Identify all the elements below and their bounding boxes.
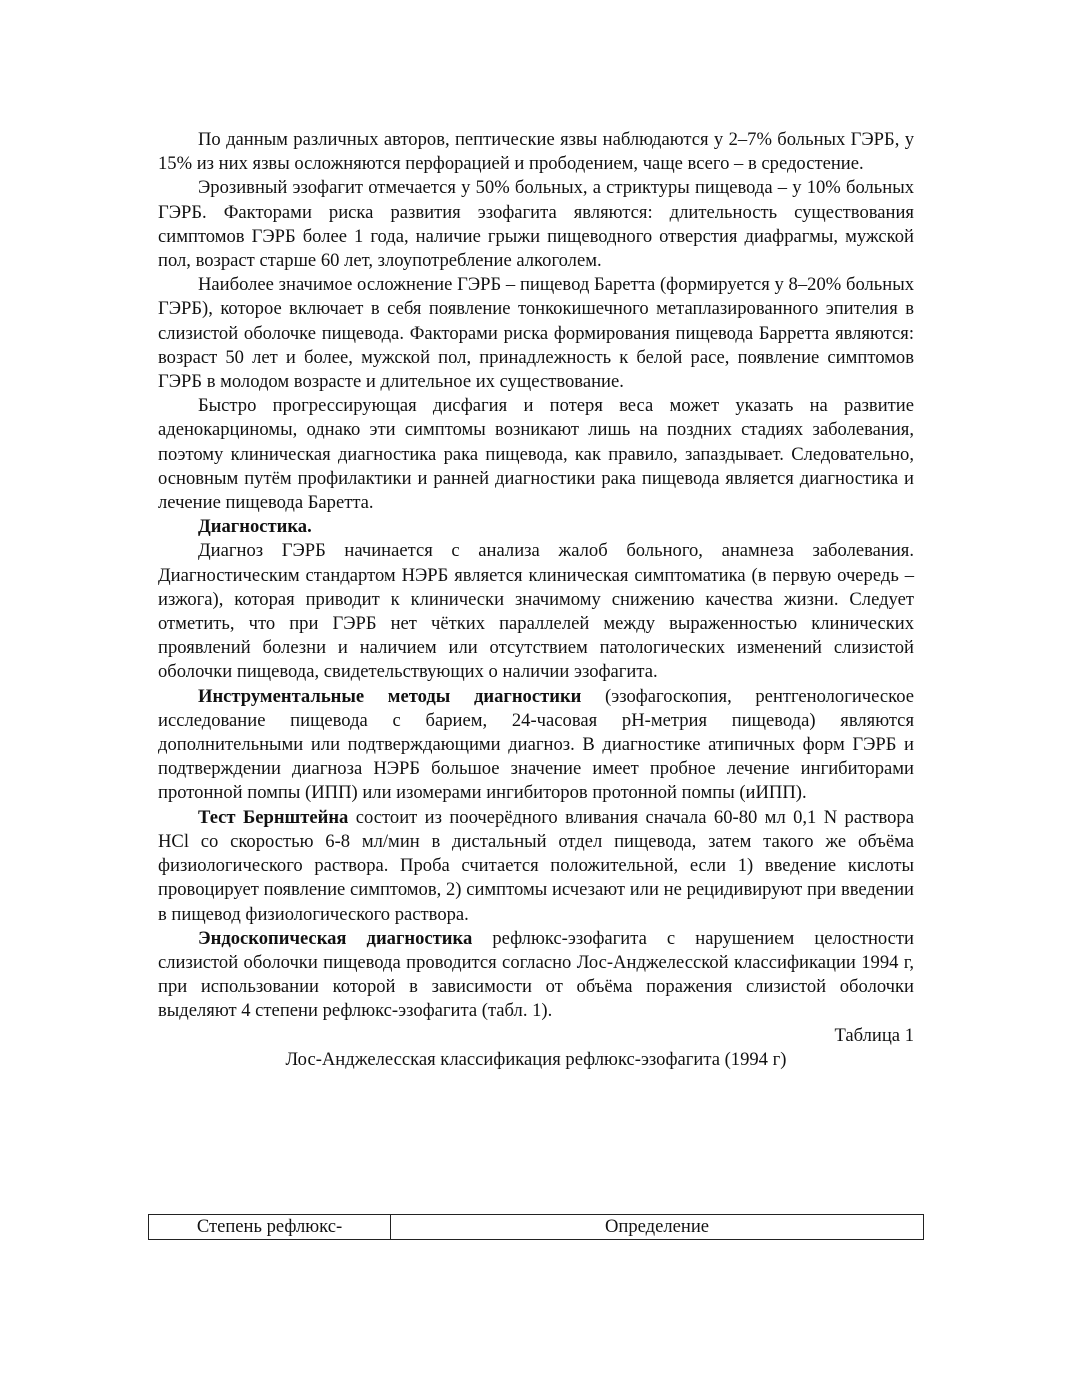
paragraph-instrumental-methods (158, 685, 914, 806)
table-header-row (149, 1215, 924, 1240)
classification-table (148, 1214, 924, 1240)
paragraph-peptic-ulcers: По данным различных авторов, пептические язвы наблюдаются у 2–7% больных ГЭРБ, у 15% из них язвы осложняются перфорацией и прободением, чаще всего – в средостение. (158, 129, 914, 175)
table-header-degree: Степень рефлюкс- (149, 1215, 391, 1240)
section-heading-diagnostics: Диагностика. (198, 516, 312, 538)
paragraph-endoscopic-diagnostics (158, 927, 914, 1024)
paragraph-erosive-esophagitis: Эрозивный эзофагит отмечается у 50% больных, а стриктуры пищевода – у 10% больных ГЭРБ. Факторами риска развития эзофагита являются: длительность существования симптомов ГЭРБ более 1 года, наличие грыжи пищеводного отверстия диафрагмы, мужской пол, возраст старше 60 лет, злоупотребление алкоголем. (158, 177, 914, 272)
bold-term-bernstein: Тест Бернштейна (198, 806, 349, 828)
table-title: Лос-Анджелесская классификация рефлюкс-эзофагита (1994 г) (285, 1048, 787, 1070)
bold-term-instrumental: Инструментальные методы диагностики (198, 685, 582, 707)
table-label: Таблица 1 (834, 1024, 914, 1046)
paragraph-adenocarcinoma: Быстро прогрессирующая дисфагия и потеря веса может указать на развитие аденокарциномы, однако эти симптомы возникают лишь на поздних стадиях заболевания, поэтому клиническая диагностика рака пищевода, как правило, запаздывает. Следовательно, основным путём профилактики и ранней диагностики рака пищевода является диагностика и лечение пищевода Баретта. (158, 395, 914, 514)
bold-term-endoscopic: Эндоскопическая диагностика (198, 927, 473, 949)
paragraph-bernstein-test (158, 806, 914, 927)
table-header-definition: Определение (391, 1215, 924, 1240)
paragraph-diagnosis: Диагноз ГЭРБ начинается с анализа жалоб больного, анамнеза заболевания. Диагностическим стандартом НЭРБ является клиническая симптоматика (в первую очередь – изжога), которая приводит к клинически значимому снижению качества жизни. Следует отметить, что при ГЭРБ нет чётких параллелей между выраженностью клинических проявлений болезни и наличием или отсутствием патологических изменений слизистой оболочки пищевода, свидетельствующих о наличии эзофагита. (158, 540, 914, 683)
document-page (158, 128, 914, 1072)
paragraph-text: рефлюкс-эзофагита с нарушением целостности слизистой оболочки пищевода проводится согласно Лос-Анджелесской классификации 1994 г, при использовании которой в зависимости от объёма поражения слизистой оболочки выделяют 4 степени рефлюкс-эзофагита (табл. 1). (158, 927, 915, 1022)
paragraph-barrett-esophagus: Наиболее значимое осложнение ГЭРБ – пищевод Баретта (формируется у 8–20% больных ГЭРБ), которое включает в себя появление тонкокишечного метаплазированного эпителия в слизистой оболочке пищевода. Факторами риска формирования пищевода Барретта являются: возраст 50 лет и более, мужской пол, принадлежность к белой расе, появление симптомов ГЭРБ в молодом возрасте и длительное их существование. (158, 274, 914, 393)
paragraph-text: состоит из поочерёдного вливания сначала 60-80 мл 0,1 N раствора HCl со скоростью 6-8 мл/мин в дистальный отдел пищевода, затем такого же объёма физиологического раствора. Проба считается положительной, если 1) введение кислоты провоцирует появление симптомов, 2) симптомы исчезают или не рецидивируют при введении в пищевод физиологического раствора. (158, 806, 914, 925)
paragraph-text: (эзофагоскопия, рентгенологическое исследование пищевода с барием, 24-часовая pH-метрия пищевода) являются дополнительными или подтверждающими диагноз. В диагностике атипичных форм ГЭРБ и подтверждении диагноза НЭРБ большое значение имеет пробное лечение ингибиторами протонной помпы (ИПП) или изомерами ингибиторов протонной помпы (иИПП). (158, 685, 914, 804)
